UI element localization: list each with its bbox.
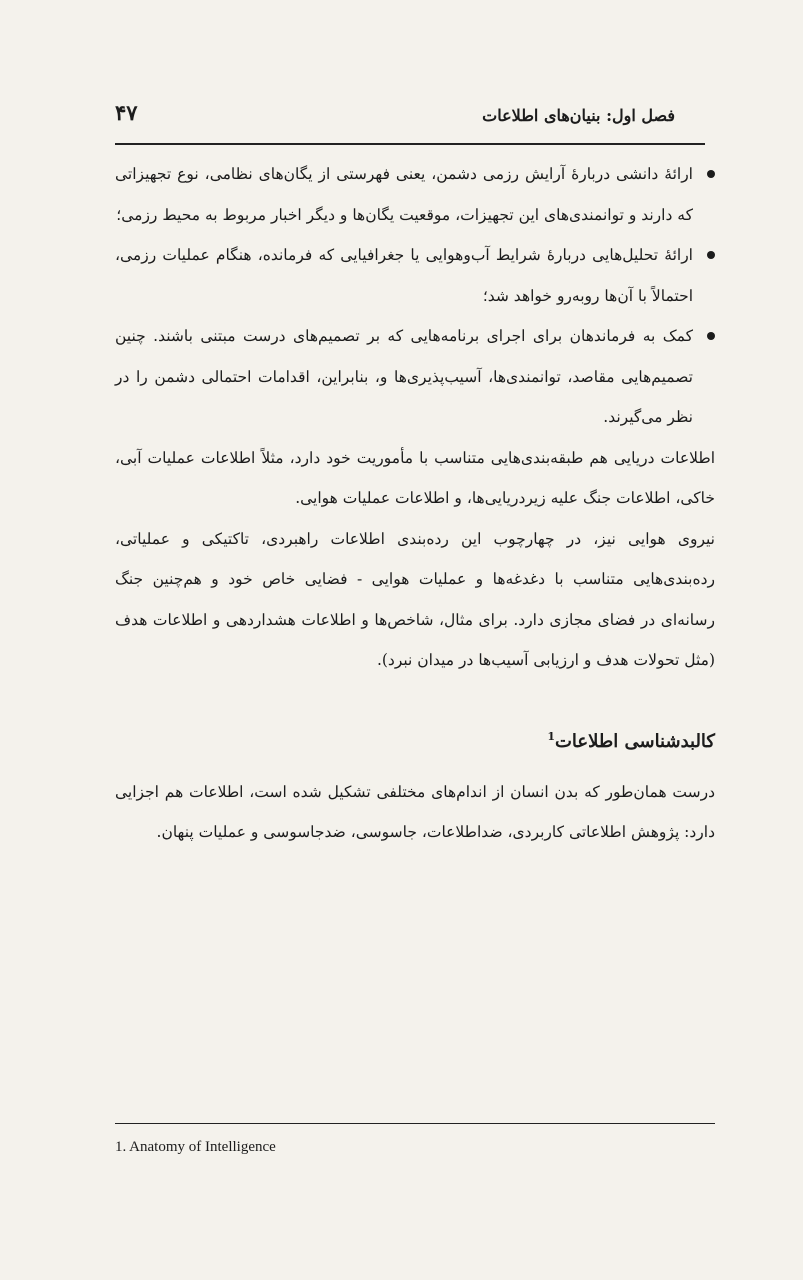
- footnote: 1. Anatomy of Intelligence: [115, 1139, 276, 1155]
- bullet-item: [115, 235, 715, 316]
- paragraph-air-force-intelligence: نیروی هوایی نیز، در چهارچوب این رده‌بندی اطلاعات راهبردی، تاکتیکی و عملیاتی، رده‌بندی‌هایی متناسب با دغدغه‌ها و عملیات هوایی - فضایی خاص خود و هم‌چنین جنگ رسانه‌ای در فضای مجازی دارد. برای مثال، شاخص‌ها و اطلاعات هشداردهی و اطلاعات هدف (مثل تحولات هدف و ارزیابی آسیب‌ها در میدان نبرد).: [115, 529, 715, 669]
- paragraph-anatomy: درست همان‌طور که بدن انسان از اندام‌های مختلفی تشکیل شده است، اطلاعات هم اجزایی دارد: پژوهش اطلاعاتی کاربردی، ضداطلاعات، جاسوسی، ضدجاسوسی و عملیات پنهان.: [115, 782, 715, 841]
- header-divider: [115, 143, 705, 145]
- section-heading: [115, 717, 715, 762]
- page-body: [115, 154, 715, 853]
- bullet-text: ارائهٔ دانشی دربارهٔ آرایش رزمی دشمن، یعنی فهرستی از یگان‌های نظامی، نوع تجهیزاتی که دارند و توانمندی‌های این تجهیزات، موقعیت یگان‌ها و دیگر اخبار مربوط به محیط رزمی؛: [115, 165, 693, 224]
- bullet-item: [115, 154, 715, 235]
- section-heading-text: کالبدشناسی اطلاعات: [554, 730, 715, 752]
- page-header: [115, 100, 675, 125]
- bullet-item: [115, 316, 715, 438]
- page-number: ۴۷: [115, 100, 138, 125]
- running-head: فصل اول: بنیان‌های اطلاعات: [482, 106, 675, 125]
- footnote-divider: [115, 1123, 715, 1124]
- bullet-text: ارائهٔ تحلیل‌هایی دربارهٔ شرایط آب‌وهوایی یا جغرافیایی که فرمانده، هنگام عملیات رزمی، احتمالاً با آن‌ها روبه‌رو خواهد شد؛: [115, 246, 693, 305]
- footnote-marker: 1: [547, 729, 555, 743]
- bullet-icon: [707, 251, 715, 259]
- paragraph-naval-intelligence: اطلاعات دریایی هم طبقه‌بندی‌هایی متناسب با مأموریت خود دارد، مثلاً اطلاعات عملیات آبی، خاکی، اطلاعات جنگ علیه زیردریایی‌ها، و اطلاعات عملیات هوایی.: [115, 448, 715, 507]
- bullet-text: کمک به فرماندهان برای اجرای برنامه‌هایی که بر تصمیم‌های درست مبتنی باشند. چنین تصمیم‌هایی مقاصد، توانمندی‌ها، آسیب‌پذیری‌ها و، بنابراین، اقدامات احتمالی دشمن را در نظر می‌گیرند.: [115, 327, 693, 426]
- bullet-list: [115, 154, 715, 438]
- bullet-icon: [707, 332, 715, 340]
- bullet-icon: [707, 170, 715, 178]
